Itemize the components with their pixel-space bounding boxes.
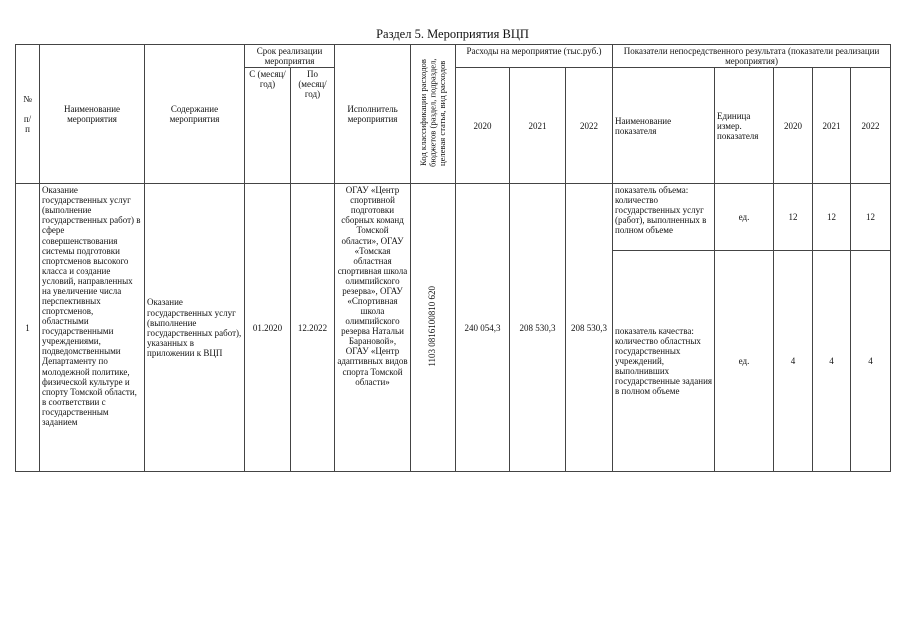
row-from: 01.2020 — [245, 184, 291, 472]
header-period-group: Срок реализации мероприятия — [245, 45, 335, 68]
header-executor: Исполнитель мероприятия — [335, 45, 411, 184]
row-num: 1 — [16, 184, 40, 472]
indicator-value-2022: 12 — [851, 184, 891, 251]
header-from: С (месяц/ год) — [245, 68, 291, 184]
row-exp-2020: 240 054,3 — [456, 184, 510, 472]
header-exp-2022: 2022 — [566, 68, 613, 184]
row-exp-2022: 208 530,3 — [566, 184, 613, 472]
indicator-value-2020: 12 — [774, 184, 813, 251]
row-to: 12.2022 — [291, 184, 335, 472]
row-measure-content: Оказание государственных услуг (выполнение государственных работ), указанных в приложении к ВЦП — [145, 184, 245, 472]
indicator-value-2021: 12 — [813, 184, 851, 251]
indicator-value-2021: 4 — [813, 251, 851, 472]
indicator-value-2022: 4 — [851, 251, 891, 472]
indicator-name: показатель объема: количество государственных услуг (работ), выполненных в полном объеме — [613, 184, 715, 251]
header-ind-2022: 2022 — [851, 68, 891, 184]
row-budget-code: 1103 0816100810 620 — [411, 184, 456, 472]
header-measure-name: Наименование мероприятия — [40, 45, 145, 184]
header-measure-content: Содержание мероприятия — [145, 45, 245, 184]
header-indicators-group: Показатели непосредственного результата (показатели реализации мероприятия) — [613, 45, 891, 68]
header-expenses-group: Расходы на мероприятие (тыс.руб.) — [456, 45, 613, 68]
row-measure-name: Оказание государственных услуг (выполнение государственных работ) в сфере совершенствования системы подготовки спортсменов высокого класса и создание условий, направленных на увеличение числа перспективных спортсменов, областными государственными учреждениями, подведомственными Департаменту по молодежной политике, физической культуре и спорту Томской области, в соответствии с государственным заданием — [40, 184, 145, 472]
indicator-unit: ед. — [715, 251, 774, 472]
header-indicator-unit: Единица измер. показателя — [715, 68, 774, 184]
header-budget-code: Код классификации расходов бюджетов (раздел, подраздел, целевая статья, вид расходов — [411, 45, 456, 184]
header-to: По (месяц/ год) — [291, 68, 335, 184]
measures-table — [15, 44, 891, 472]
indicator-name: показатель качества: количество областных государственных учреждений, выполнивших государственные задания в полном объеме — [613, 251, 715, 472]
indicator-unit: ед. — [715, 184, 774, 251]
header-exp-2020: 2020 — [456, 68, 510, 184]
section-title: Раздел 5. Мероприятия ВЦП — [376, 27, 529, 41]
indicator-value-2020: 4 — [774, 251, 813, 472]
header-exp-2021: 2021 — [510, 68, 566, 184]
row-executor: ОГАУ «Центр спортивной подготовки сборных команд Томской области», ОГАУ «Томская областная спортивная школа олимпийского резерва», ОГАУ «Спортивная школа олимпийского резерва Натальи Барановой», ОГАУ «Центр адаптивных видов спорта Томской области» — [335, 184, 411, 472]
header-indicator-name: Наименование показателя — [613, 68, 715, 184]
header-ind-2021: 2021 — [813, 68, 851, 184]
header-num: № п/ п — [16, 45, 40, 184]
row-exp-2021: 208 530,3 — [510, 184, 566, 472]
header-ind-2020: 2020 — [774, 68, 813, 184]
